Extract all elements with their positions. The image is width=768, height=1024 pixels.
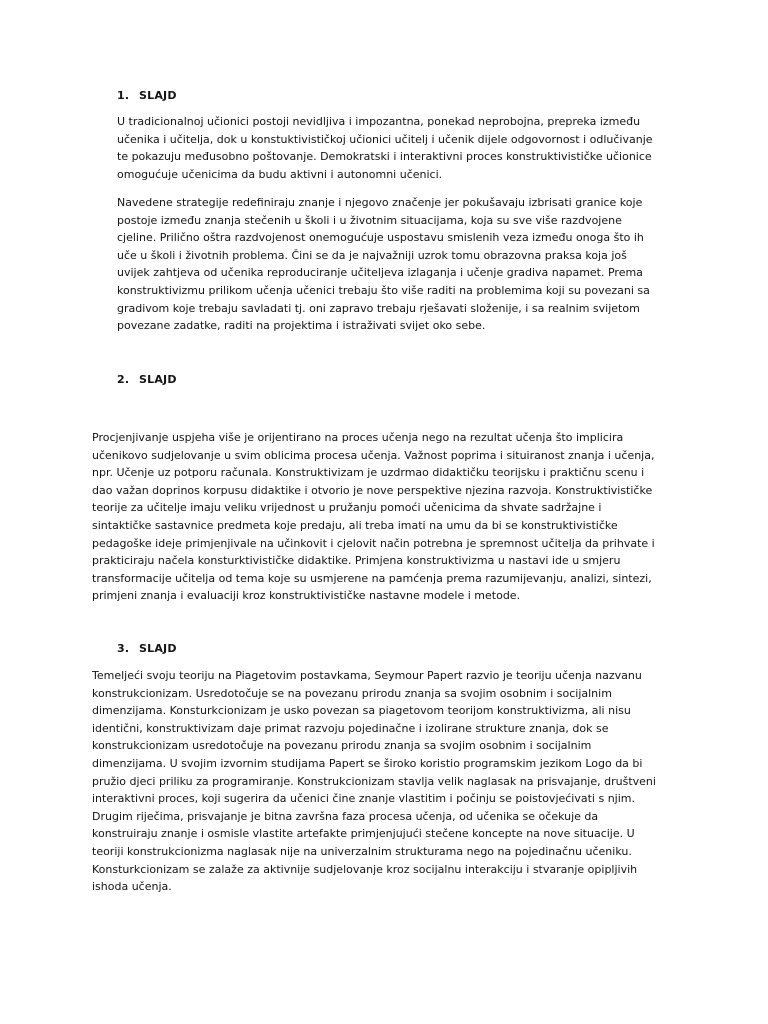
- section-number: 1.: [117, 89, 130, 102]
- text-line: npr. Učenje uz potporu računala. Konstruktivizam je uzdrmao didaktičku teorijsku i praktičnu scenu i: [92, 466, 645, 480]
- text-line: ishoda učenja.: [92, 880, 172, 894]
- text-line: Konsturkcionizam se zalaže za aktivnije sudjelovanje kroz socijalnu interakciju i stvaranje opipljivih: [92, 862, 638, 876]
- text-line: uče u školi i životnih problema. Čini se da je najvažniji uzrok tomu obrazovna praksa koja još: [117, 248, 627, 262]
- text-line: konstruktivizmu prilikom učenja učenici trebaju što više raditi na problemima koji su povezani sa: [117, 283, 650, 297]
- text-line: konstrukcionizam. Usredotočuje se na povezanu prirodu znanja sa svojim osobnim i socijalnim: [92, 686, 612, 700]
- text-line: povezane zadatke, raditi na projektima i istraživati svijet oko sebe.: [117, 319, 486, 333]
- text-line: dimenzijama. Konsturkcionizam je usko povezan sa piagetovom teorijom konstruktivizma, ali nisu: [92, 704, 631, 718]
- section-heading: [117, 89, 177, 102]
- text-line: teorije za učitelje imaju veliku vrijednost u pružanju pomoći učenicima da shvate sadržajne i: [92, 501, 602, 515]
- text-line: transformacije učitelja od tema koje su usmjerene na pamćenja prema razumijevanju, analizi, sintezi,: [92, 571, 652, 585]
- text-line: sintaktičke sastavnice predmeta koje predaju, ali treba imati na umu da bi se konstruktivističke: [92, 518, 618, 532]
- section-heading: [117, 642, 177, 655]
- text-line: omogućuje učenicima da budu aktivni i autonomni učenici.: [117, 167, 443, 181]
- section-title: SLAJD: [139, 642, 177, 655]
- text-line: dao važan doprinos korpusu didaktike i otvorio je nove perspektive njezina razvoja. Konstruktivističke: [92, 483, 653, 497]
- section-number: 3.: [117, 642, 130, 655]
- text-line: postoje između znanja stečenih u školi i u životnim situacijama, koja su sve više razdvojene: [117, 213, 622, 227]
- text-line: cjeline. Prilično oštra razdvojenost onemogućuje uspostavu smislenih veza između onoga što ih: [117, 231, 644, 245]
- text-line: konstruiraju znanje i osmisle vlastite artefakte primjenjujući stečene koncepte na nove situacije. U: [92, 827, 635, 841]
- text-line: pružio djeci priliku za programiranje. Konstrukcionizam stavlja velik naglasak na prisvajanje, društveni: [92, 774, 656, 788]
- text-line: Navedene strategije redefiniraju znanje i njegovo značenje jer pokušavaju izbrisati granice koje: [117, 196, 643, 209]
- text-line: interaktivni proces, koji sugerira da učenici čine znanje vlastitim i počinju se poistovjećivati s njim.: [92, 792, 636, 806]
- section-title: SLAJD: [139, 373, 177, 386]
- text-line: U tradicionalnoj učionici postoji nevidljiva i impozantna, ponekad neprobojna, prepreka između: [117, 115, 641, 128]
- text-line: prakticiraju načela konsturktivističke didaktike. Primjena konstruktivizma u nastavi ide u smjeru: [92, 554, 621, 568]
- paragraph: [117, 113, 676, 183]
- text-line: Procjenjivanje uspjeha više je orijentirano na proces učenja nego na rezultat učenja što implicira: [92, 431, 624, 444]
- paragraph: [92, 429, 676, 605]
- section-number: 2.: [117, 373, 130, 386]
- text-line: primjeni znanja i evaluaciji kroz konstruktivističke nastavne modele i metode.: [92, 589, 521, 603]
- text-line: identični, konstruktivizam daje primat razvoju pojedinačne i izolirane strukture znanja, dok se: [92, 721, 609, 735]
- section-title: SLAJD: [139, 89, 177, 102]
- text-line: uvijek zahtjeva od učenika reproduciranje učiteljeva izlaganja i učenje gradiva napamet. Prema: [117, 266, 643, 280]
- text-line: teoriji konstrukcionizma naglasak nije na univerzalnim strukturama nego na pojedinačnu učeniku.: [92, 844, 632, 858]
- text-line: Drugim riječima, prisvajanje je bitna završna faza procesa učenja, od učenika se očekuje da: [92, 809, 599, 823]
- text-line: pedagoške ideje primjenjivale na učinkovit i cjelovit način potrebna je spremnost učitelja da prihvate i: [92, 536, 655, 550]
- section-heading: [117, 373, 177, 386]
- text-line: konstrukcionizam usredotočuje na povezanu prirodu znanja sa svojim osobnim i socijalnim: [92, 739, 592, 753]
- text-line: učenikovo sudjelovanje u svim oblicima procesa učenja. Važnost poprima i situiranost znanja i učenja,: [92, 448, 655, 462]
- text-line: učenika i učitelja, dok u konstuktivističkoj učionici učitelj i učenik dijele odgovornost i odlučivanje: [117, 132, 653, 146]
- paragraph: [92, 667, 676, 896]
- text-line: Temeljeći svoju teoriju na Piagetovim postavkama, Seymour Papert razvio je teoriju učenja nazvanu: [92, 669, 642, 682]
- paragraph: [117, 194, 676, 335]
- text-line: te pokazuju međusobno poštovanje. Demokratski i interaktivni proces konstruktivističke učionice: [117, 150, 652, 164]
- text-line: dimenzijama. U svojim izvornim studijama Papert se široko koristio programskim jezikom Logo da bi: [92, 756, 643, 770]
- text-line: gradivom koje trebaju savladati tj. oni zapravo trebaju rješavati složenije, i sa realnim svijetom: [117, 301, 640, 315]
